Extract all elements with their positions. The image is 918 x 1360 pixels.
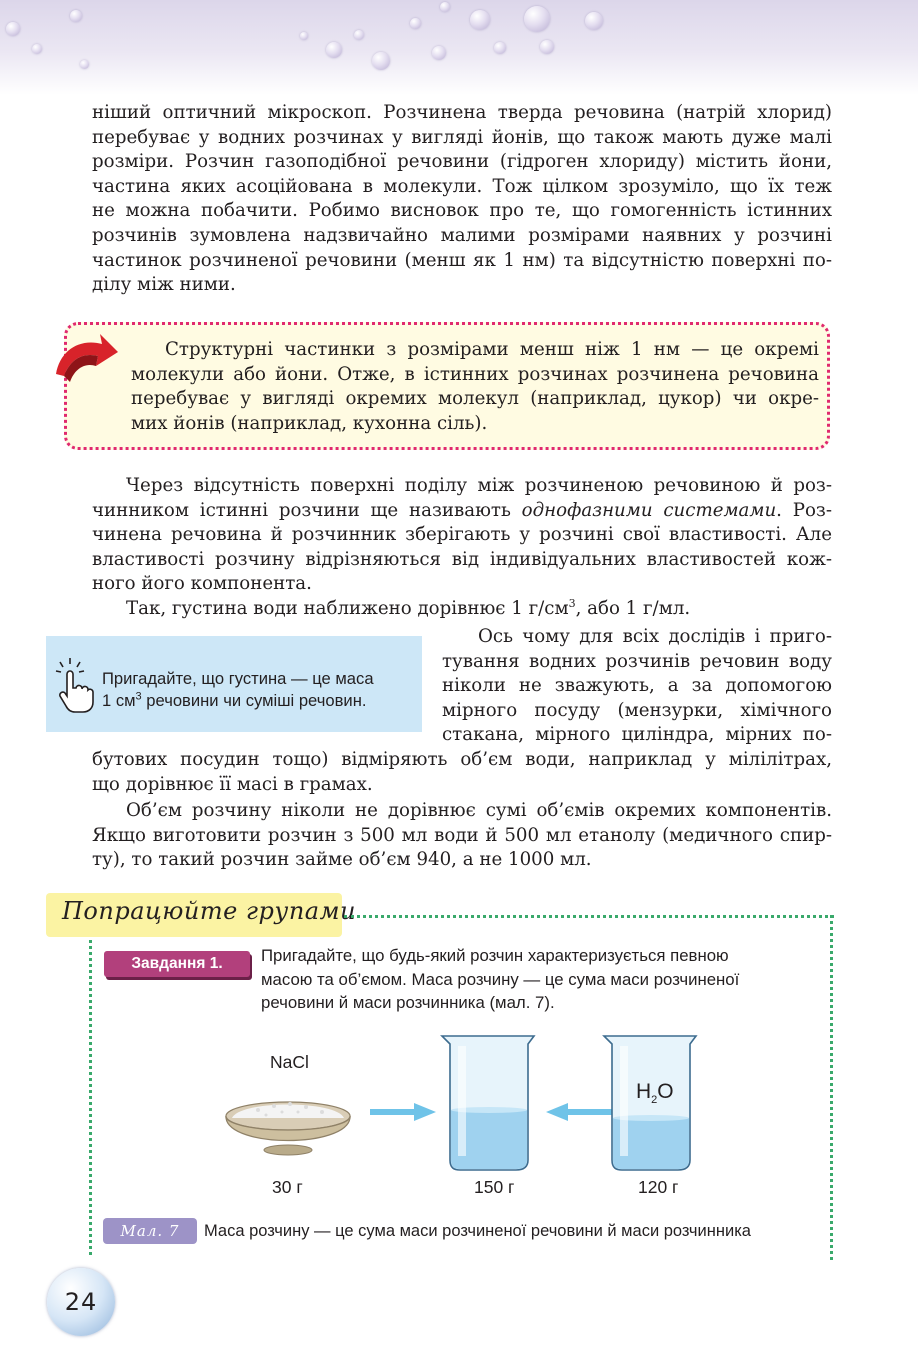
bubble-decoration xyxy=(6,22,20,36)
bubble-decoration xyxy=(432,46,446,60)
task-line: Пригадайте, що будь-який розчин характеризується певною xyxy=(261,946,729,965)
text-line: частинок розчиненої речовини (менш як 1 нм) та відсутністю поверхні по- xyxy=(92,249,832,271)
text-line: ніколи не зважують, а за допомогою xyxy=(442,675,832,697)
paragraph-4 xyxy=(92,799,832,873)
bubble-decoration xyxy=(80,60,89,69)
key-note-text xyxy=(131,338,819,436)
beaker-solution-illustration xyxy=(438,1032,538,1172)
task-line: масою та об’ємом. Маса розчину — це сума маси розчиненої xyxy=(261,969,740,989)
bubble-decoration xyxy=(524,6,550,32)
superscript: 3 xyxy=(135,690,142,703)
text-segment: . Роз- xyxy=(776,499,833,521)
text-line: частина яких асоційована в молекули. Тож цілком зрозуміло, що їх теж xyxy=(92,175,832,197)
term-italic: однофазними системами xyxy=(521,499,777,521)
bubble-decoration xyxy=(300,32,308,40)
water-formula-label xyxy=(636,1080,674,1107)
bubble-decoration xyxy=(440,2,450,12)
figure-label: Мал. 7 xyxy=(103,1218,197,1244)
paragraph-3-full xyxy=(92,748,832,797)
text-line: тування водних розчинів речовин воду xyxy=(442,650,832,672)
pointing-hand-icon xyxy=(52,656,96,714)
mass-water-label: 120 г xyxy=(638,1177,679,1197)
text-line: що дорівнює її масі в грамах. xyxy=(92,773,373,795)
text-segment: 1 см xyxy=(102,691,136,710)
task-label: Завдання 1. xyxy=(104,951,250,977)
group-work-title: Попрацюйте групами xyxy=(62,897,356,925)
text-line xyxy=(92,499,832,524)
text-segment: чинником істинні розчини ще називають xyxy=(92,499,522,521)
subscript: 2 xyxy=(651,1094,658,1107)
text-line: Структурні частинки з розмірами менш ніж 1 нм — це окремі xyxy=(165,339,819,360)
superscript: 3 xyxy=(568,596,576,610)
curved-arrow-icon xyxy=(50,330,120,394)
mass-solution-label: 150 г xyxy=(474,1177,515,1197)
text-line: розміри. Розчин газоподібної речовини (гідроген хлориду) містить йони, xyxy=(92,151,832,173)
density-line xyxy=(126,597,690,622)
page-header-decoration xyxy=(0,0,918,95)
task-line: речовини й маси розчинника (мал. 7). xyxy=(261,993,555,1012)
text-line: Якщо виготовити розчин з 500 мл води й 500 мл етанолу (медичного спир- xyxy=(92,824,832,846)
text-line: мих йонів (наприклад, кухонна сіль). xyxy=(131,412,488,434)
text-line: Ось чому для всіх дослідів і приго- xyxy=(478,626,832,647)
text-line: перебуває у водних розчинах у вигляді йонів, що також мають дуже малі xyxy=(92,126,832,148)
text-segment: Так, густина води наближено дорівнює 1 г/см xyxy=(126,598,569,619)
bubble-decoration xyxy=(470,10,490,30)
bubble-decoration xyxy=(372,52,390,70)
text-segment: речовини чи суміші речовин. xyxy=(141,691,367,710)
text-line: ніший оптичний мікроскоп. Розчинена тверда речовина (натрій хлорид) xyxy=(92,102,832,123)
text-segment: , або 1 г/мл. xyxy=(575,598,691,619)
text-line: не можна побачити. Робимо висновок про те, що гомогенність істинних xyxy=(92,200,832,222)
bubble-decoration xyxy=(354,30,364,40)
reminder-line xyxy=(102,690,422,712)
text-line: чинена речовина й розчинник зберігають у розчині свої властивості. Але xyxy=(92,524,832,546)
figure-caption: Маса розчину — це сума маси розчиненої речовини й маси розчинника xyxy=(204,1222,751,1240)
bubble-decoration xyxy=(494,42,506,54)
salt-formula-label: NaCl xyxy=(270,1052,309,1072)
text-line: Через відсутність поверхні поділу між розчиненою речовиною й роз- xyxy=(126,475,832,496)
text-line: властивості розчину відрізняються від індивідуальних властивостей кож- xyxy=(92,548,832,570)
text-segment: O xyxy=(657,1080,674,1103)
bubble-decoration xyxy=(540,40,554,54)
paragraph-2 xyxy=(92,474,832,597)
text-line: ту), то такий розчин займе об’єм 940, а не 1000 мл. xyxy=(92,849,592,871)
mass-salt-label: 30 г xyxy=(272,1177,303,1197)
dotted-divider xyxy=(830,915,833,1260)
text-line: перебуває у вигляді окремих молекул (наприклад, цукор) чи окре- xyxy=(131,388,819,410)
text-line: ділу між ними. xyxy=(92,274,236,296)
task-text xyxy=(261,944,825,1015)
page-number: 24 xyxy=(47,1268,115,1336)
text-line: бутових посудин тощо) відміряють об’єм води, наприклад у мілілітрах, xyxy=(92,749,832,770)
bubble-decoration xyxy=(410,18,421,29)
text-line: молекули або йони. Отже, в істинних розчинах розчинена речовина xyxy=(131,363,819,385)
bubble-decoration xyxy=(70,10,82,22)
text-segment: H xyxy=(636,1080,652,1103)
dotted-divider xyxy=(89,940,92,1255)
reminder-line: Пригадайте, що густина — це маса xyxy=(102,669,374,688)
dotted-divider xyxy=(344,915,834,918)
paragraph-1 xyxy=(92,101,832,298)
text-line: Об’єм розчину ніколи не дорівнює сумі об’ємів окремих компонентів. xyxy=(126,800,832,821)
text-line: розчинів зумовлена надзвичайно малими розмірами наявних у розчині xyxy=(92,224,832,246)
arrow-right-icon xyxy=(368,1102,438,1122)
text-line: ного його компонента. xyxy=(92,573,312,595)
bubble-decoration xyxy=(326,42,342,58)
text-line: мірного посуду (мензурки, хімічного xyxy=(442,699,832,721)
bubble-decoration xyxy=(32,44,42,54)
text-line: стакана, мірного циліндра, мірних по- xyxy=(442,724,832,746)
paragraph-3-right-column xyxy=(442,625,832,748)
bubble-decoration xyxy=(585,12,603,30)
reminder-text xyxy=(102,668,422,712)
salt-bowl-illustration xyxy=(218,1090,358,1165)
